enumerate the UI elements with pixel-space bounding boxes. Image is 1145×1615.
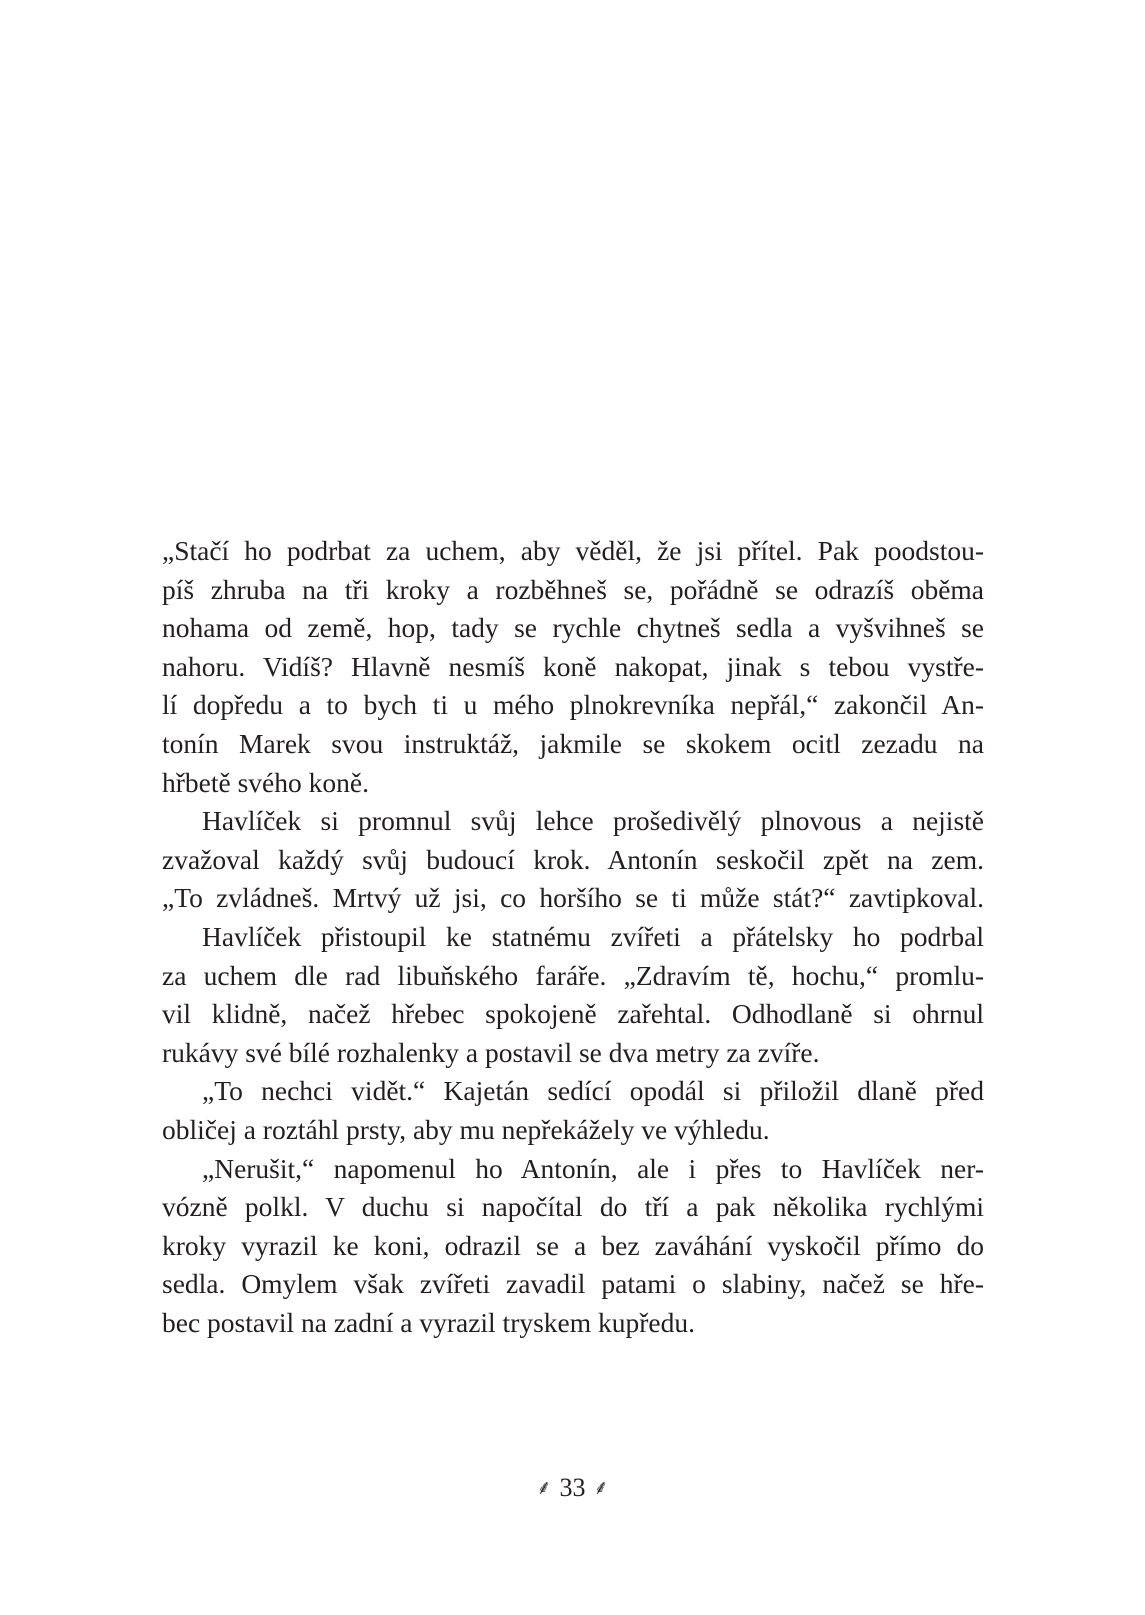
- text-line: vil klidně, načež hřebec spokojeně zařehtal. Odhodlaně si ohrnul: [162, 998, 984, 1030]
- text-line: nohama od země, hop, tady se rychle chytneš sedla a vyšvihneš se: [162, 612, 984, 644]
- text-line: kroky vyrazil ke koni, odrazil se a bez zaváhání vyskočil přímo do: [162, 1229, 984, 1261]
- fleuron-right-icon: ⸙: [593, 1477, 609, 1499]
- paragraph: [162, 918, 984, 1072]
- paragraph: [162, 1150, 984, 1343]
- text-line: nahoru. Vidíš? Hlavně nesmíš koně nakopat, jinak s tebou vystře-: [162, 650, 984, 682]
- text-line: „To nechci vidět.“ Kajetán sedící opodál si přiložil dlaně před: [202, 1075, 984, 1107]
- paragraph: [162, 532, 984, 802]
- text-line: hřbetě svého koně.: [162, 766, 369, 798]
- page-number: 33: [559, 1473, 586, 1502]
- text-line: „Stačí ho podrbat za uchem, aby věděl, že jsi přítel. Pak poodstou-: [162, 535, 984, 566]
- text-line: píš zhruba na tři kroky a rozběhneš se, pořádně se odrazíš oběma: [162, 573, 984, 605]
- text-line: tonín Marek svou instruktáž, jakmile se skokem ocitl zezadu na: [162, 727, 984, 759]
- text-line: Havlíček přistoupil ke statnému zvířeti a přátelsky ho podrbal: [202, 920, 984, 952]
- text-line: zvažoval každý svůj budoucí krok. Antonín seskočil zpět na zem.: [162, 843, 984, 875]
- paragraph: [162, 1072, 984, 1149]
- fleuron-left-icon: ⸙: [536, 1477, 552, 1499]
- paragraph: [162, 802, 984, 918]
- text-line: „To zvládneš. Mrtvý už jsi, co horšího se ti může stát?“ zavtipkoval.: [162, 882, 984, 914]
- body-text: [162, 532, 984, 1342]
- text-line: rukávy své bílé rozhalenky a postavil se dva metry za zvíře.: [162, 1036, 820, 1068]
- text-line: za uchem dle rad libuňského faráře. „Zdravím tě, hochu,“ promlu-: [162, 959, 984, 991]
- text-line: lí dopředu a to bych ti u mého plnokrevníka nepřál,“ zakončil An-: [162, 689, 984, 721]
- text-line: Havlíček si promnul svůj lehce prošedivělý plnovous a nejistě: [202, 805, 984, 837]
- text-line: bec postavil na zadní a vyrazil tryskem kupředu.: [162, 1306, 696, 1338]
- text-line: „Nerušit,“ napomenul ho Antonín, ale i přes to Havlíček ner-: [202, 1152, 984, 1184]
- text-line: sedla. Omylem však zvířeti zavadil patami o slabiny, načež se hře-: [162, 1268, 984, 1300]
- text-line: vózně polkl. V duchu si napočítal do tří a pak několika rychlými: [162, 1191, 984, 1223]
- page-footer: [0, 1473, 1145, 1503]
- text-line: obličej a roztáhl prsty, aby mu nepřekážely ve výhledu.: [162, 1113, 770, 1145]
